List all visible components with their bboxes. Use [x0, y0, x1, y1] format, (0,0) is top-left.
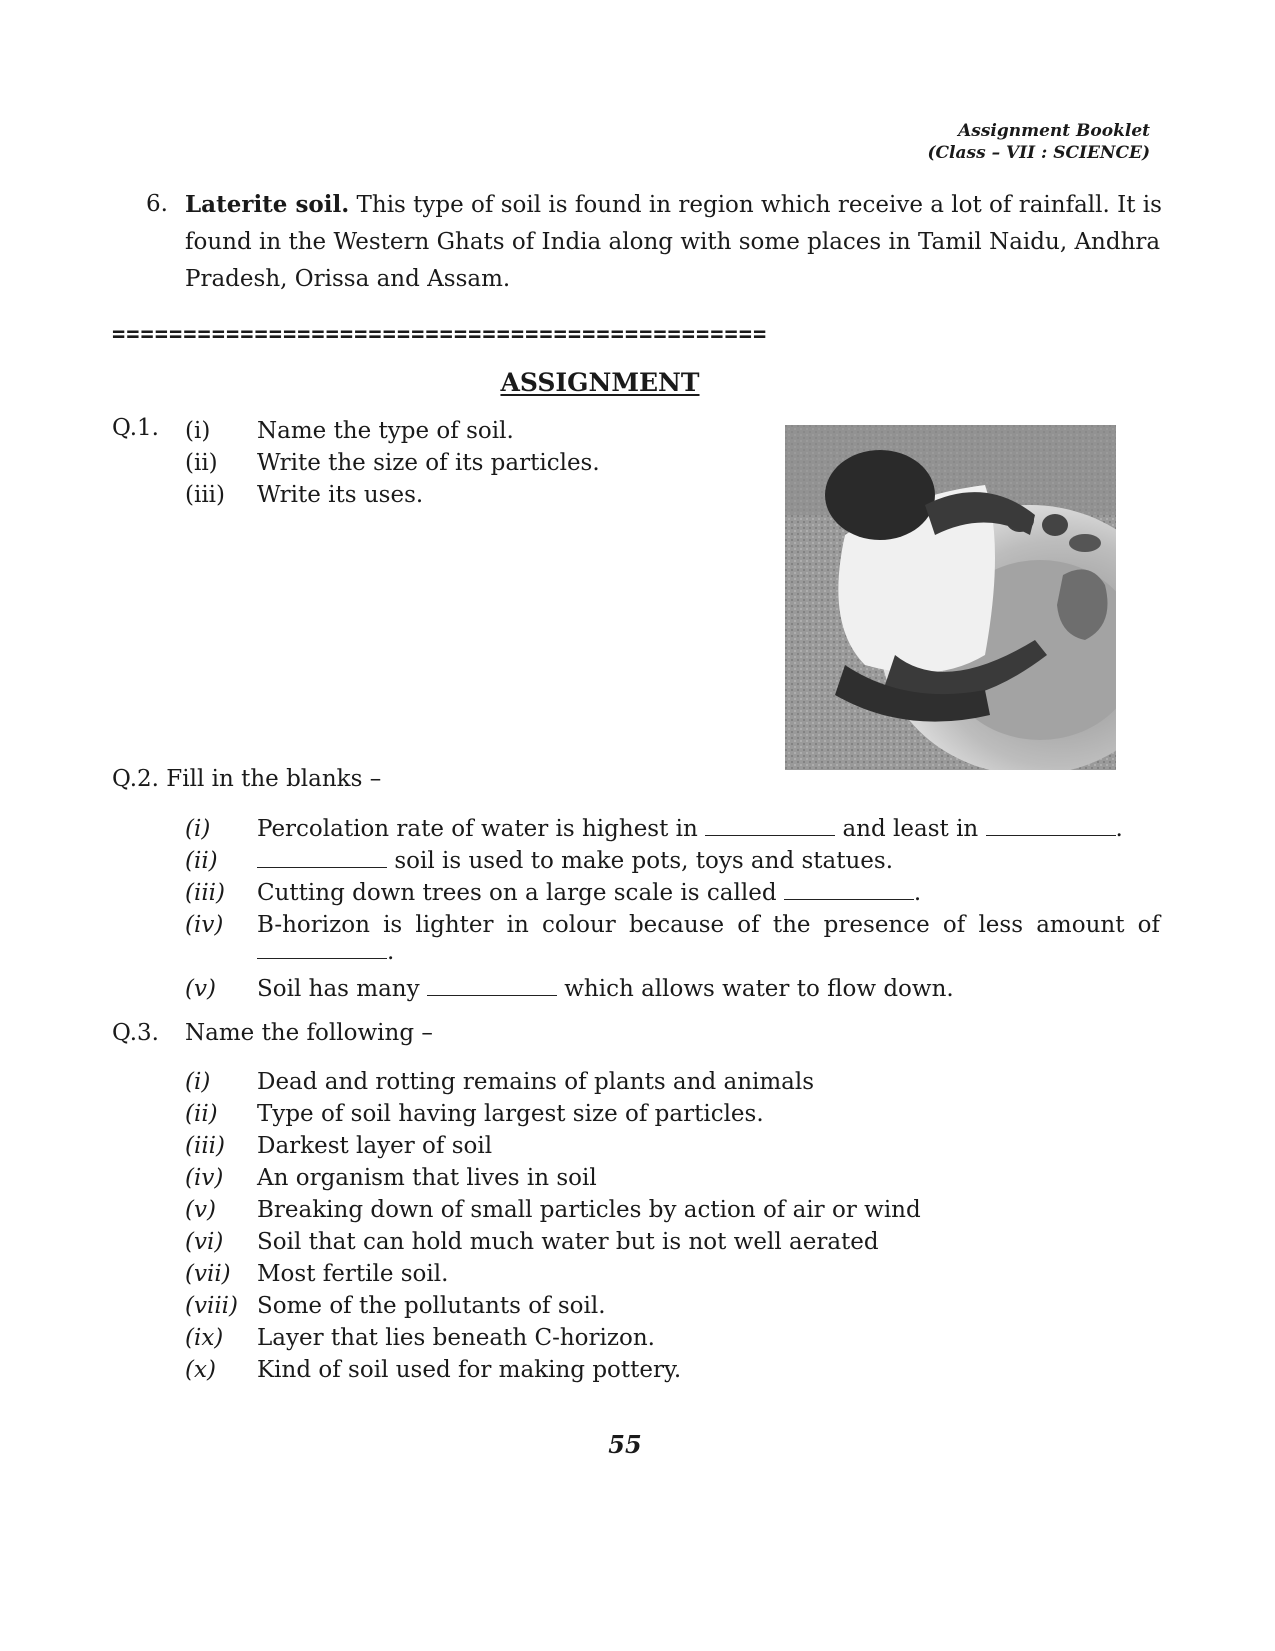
q2-item-text: Cutting down trees on a large scale is called [257, 880, 777, 906]
q3-item-num: (iii) [185, 1133, 226, 1159]
header-subtitle: (Class – VII : SCIENCE) [927, 143, 1150, 163]
q1-item-text: Write the size of its particles. [257, 450, 600, 476]
q2-item-text: soil is used to make pots, toys and statues. [394, 848, 894, 874]
q3-item-text: Dead and rotting remains of plants and animals [257, 1069, 815, 1095]
q3-item-text: Some of the pollutants of soil. [257, 1293, 606, 1319]
q2-item-text: . [387, 939, 395, 965]
answer-blank[interactable] [257, 936, 387, 959]
q3-item-text: Kind of soil used for making pottery. [257, 1357, 682, 1383]
q3-item-num: (v) [185, 1197, 216, 1223]
q3-item-text: An organism that lives in soil [257, 1165, 597, 1191]
item-6-title: Laterite soil. [185, 191, 350, 218]
answer-blank[interactable] [705, 813, 835, 836]
answer-blank[interactable] [784, 877, 914, 900]
q2-item-text: B-horizon is lighter in colour because of the presence of less amount of [257, 912, 1160, 938]
page-number: 55 [608, 1430, 642, 1459]
separator-line: ============================================== [112, 322, 768, 347]
item-6-number: 6. [146, 191, 168, 217]
q3-item-num: (vii) [185, 1261, 231, 1287]
q2-item-num: (iv) [185, 912, 224, 938]
running-header [927, 120, 1150, 164]
q2-item-text: and least in [842, 816, 979, 842]
q1-item-text: Name the type of soil. [257, 418, 514, 444]
answer-blank[interactable] [986, 813, 1116, 836]
q3-item-text: Breaking down of small particles by action of air or wind [257, 1197, 921, 1223]
q3-item-num: (iv) [185, 1165, 224, 1191]
q2-item-continuation [257, 936, 394, 968]
q3-item-num: (ii) [185, 1101, 218, 1127]
header-title: Assignment Booklet [958, 121, 1150, 141]
q3-item-text: Darkest layer of soil [257, 1133, 493, 1159]
q2-item-text: . [1115, 816, 1123, 842]
q1-item-num: (i) [185, 418, 211, 444]
q3-title: Name the following – [185, 1020, 433, 1046]
q3-label: Q.3. [112, 1020, 159, 1046]
q1-item-num: (iii) [185, 482, 226, 508]
q2-item-num: (iii) [185, 880, 226, 906]
item-6-paragraph [185, 186, 1175, 298]
q3-item-text: Soil that can hold much water but is not well aerated [257, 1229, 879, 1255]
q3-item-text: Layer that lies beneath C-horizon. [257, 1325, 655, 1351]
item-6-text: This type of soil is found in region which receive a lot of rainfall. It is found in the Western Ghats of India along with some places in Tamil Naidu, Andhra Pradesh, Orissa and Assam. [185, 192, 1162, 292]
q3-item-num: (vi) [185, 1229, 224, 1255]
q2-item-text: Percolation rate of water is highest in [257, 816, 698, 842]
q3-item-num: (viii) [185, 1293, 239, 1319]
q3-item-num: (i) [185, 1069, 211, 1095]
q1-item-num: (ii) [185, 450, 218, 476]
q2-item-text: Soil has many [257, 976, 420, 1002]
q2-item-num: (ii) [185, 848, 218, 874]
q1-label: Q.1. [112, 415, 159, 441]
q2-item-num: (i) [185, 816, 211, 842]
q3-item-num: (ix) [185, 1325, 224, 1351]
q2-item-text: which allows water to flow down. [564, 976, 954, 1002]
assignment-heading: ASSIGNMENT [500, 368, 700, 397]
q3-item-num: (x) [185, 1357, 216, 1383]
q3-item-text: Type of soil having largest size of particles. [257, 1101, 764, 1127]
answer-blank[interactable] [257, 845, 387, 868]
q2-item-text: . [913, 880, 922, 906]
q2-item-num: (v) [185, 976, 216, 1002]
q1-item-text: Write its uses. [257, 482, 424, 508]
q2-label: Q.2. Fill in the blanks – [112, 766, 382, 792]
q3-item-text: Most fertile soil. [257, 1261, 449, 1287]
answer-blank[interactable] [427, 973, 557, 996]
potter-photo [785, 425, 1116, 770]
